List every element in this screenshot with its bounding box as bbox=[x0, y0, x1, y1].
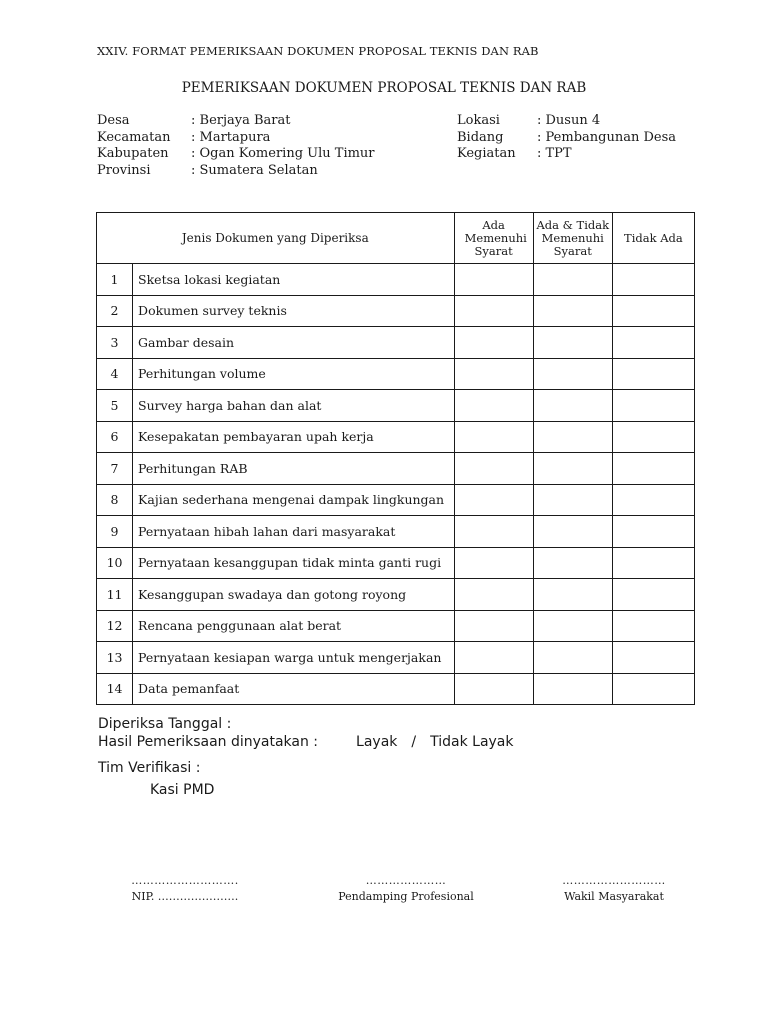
info-left-block bbox=[97, 113, 375, 179]
table-row bbox=[97, 453, 695, 485]
check-ada-tidak-memenuhi-cell[interactable] bbox=[533, 453, 612, 485]
table-body bbox=[97, 264, 695, 705]
row-document-name: Gambar desain bbox=[133, 327, 455, 359]
table-row bbox=[97, 358, 695, 390]
info-label: Provinsi bbox=[97, 162, 151, 178]
row-number: 10 bbox=[97, 547, 133, 579]
check-ada-tidak-memenuhi-cell[interactable] bbox=[533, 358, 612, 390]
row-number: 12 bbox=[97, 610, 133, 642]
row-document-name: Sketsa lokasi kegiatan bbox=[133, 264, 455, 296]
info-row-provinsi bbox=[97, 163, 375, 180]
signature-name: Pendamping Profesional bbox=[338, 890, 474, 903]
info-row-kegiatan bbox=[457, 146, 676, 163]
check-ada-memenuhi-cell[interactable] bbox=[454, 547, 533, 579]
check-ada-memenuhi-cell[interactable] bbox=[454, 264, 533, 296]
signature-block-kasi bbox=[110, 874, 260, 903]
checked-date-label: Diperiksa Tanggal : bbox=[98, 716, 232, 732]
option-tidak-layak[interactable]: Tidak Layak bbox=[430, 734, 514, 750]
check-tidak-ada-cell[interactable] bbox=[612, 327, 694, 359]
row-number: 3 bbox=[97, 327, 133, 359]
row-number: 5 bbox=[97, 390, 133, 422]
signature-dots: ……………………… bbox=[562, 874, 666, 887]
row-document-name: Pernyataan hibah lahan dari masyarakat bbox=[133, 516, 455, 548]
check-ada-memenuhi-cell[interactable] bbox=[454, 295, 533, 327]
row-document-name: Perhitungan volume bbox=[133, 358, 455, 390]
option-separator: / bbox=[411, 734, 417, 750]
header-ada-tidak-memenuhi bbox=[533, 213, 612, 264]
header-tidak-ada: Tidak Ada bbox=[612, 213, 694, 264]
check-tidak-ada-cell[interactable] bbox=[612, 358, 694, 390]
check-ada-tidak-memenuhi-cell[interactable] bbox=[533, 421, 612, 453]
row-number: 9 bbox=[97, 516, 133, 548]
row-document-name: Survey harga bahan dan alat bbox=[133, 390, 455, 422]
check-tidak-ada-cell[interactable] bbox=[612, 547, 694, 579]
check-ada-tidak-memenuhi-cell[interactable] bbox=[533, 327, 612, 359]
check-tidak-ada-cell[interactable] bbox=[612, 516, 694, 548]
check-ada-tidak-memenuhi-cell[interactable] bbox=[533, 673, 612, 705]
result-label: Hasil Pemeriksaan dinyatakan : bbox=[98, 734, 319, 750]
check-tidak-ada-cell[interactable] bbox=[612, 610, 694, 642]
row-number: 2 bbox=[97, 295, 133, 327]
table-row bbox=[97, 484, 695, 516]
table-row bbox=[97, 642, 695, 674]
info-label: Desa bbox=[97, 113, 130, 128]
row-number: 6 bbox=[97, 421, 133, 453]
signature-name: Wakil Masyarakat bbox=[564, 890, 664, 903]
check-ada-memenuhi-cell[interactable] bbox=[454, 484, 533, 516]
document-heading: XXIV. FORMAT PEMERIKSAAN DOKUMEN PROPOSAL TEKNIS DAN RAB bbox=[97, 44, 539, 58]
table-row bbox=[97, 264, 695, 296]
row-document-name: Kajian sederhana mengenai dampak lingkungan bbox=[133, 484, 455, 516]
row-document-name: Pernyataan kesiapan warga untuk mengerjakan bbox=[133, 642, 455, 674]
row-document-name: Data pemanfaat bbox=[133, 673, 455, 705]
info-row-kabupaten bbox=[97, 146, 375, 163]
check-tidak-ada-cell[interactable] bbox=[612, 579, 694, 611]
row-number: 11 bbox=[97, 579, 133, 611]
check-ada-memenuhi-cell[interactable] bbox=[454, 516, 533, 548]
check-ada-memenuhi-cell[interactable] bbox=[454, 610, 533, 642]
info-label: Kegiatan bbox=[457, 146, 516, 161]
check-ada-memenuhi-cell[interactable] bbox=[454, 642, 533, 674]
signature-name: NIP. …………………. bbox=[131, 890, 239, 903]
check-ada-memenuhi-cell[interactable] bbox=[454, 579, 533, 611]
row-document-name: Dokumen survey teknis bbox=[133, 295, 455, 327]
table-row bbox=[97, 673, 695, 705]
check-ada-tidak-memenuhi-cell[interactable] bbox=[533, 264, 612, 296]
table-row bbox=[97, 516, 695, 548]
info-value: : Dusun 4 bbox=[537, 113, 601, 128]
option-layak[interactable]: Layak bbox=[356, 734, 398, 750]
row-document-name: Kesanggupan swadaya dan gotong royong bbox=[133, 579, 455, 611]
table-row bbox=[97, 390, 695, 422]
check-ada-tidak-memenuhi-cell[interactable] bbox=[533, 610, 612, 642]
check-tidak-ada-cell[interactable] bbox=[612, 390, 694, 422]
table-row bbox=[97, 327, 695, 359]
info-value: : Berjaya Barat bbox=[191, 113, 291, 128]
signature-dots: ………………………. bbox=[131, 874, 239, 887]
info-label: Kecamatan bbox=[97, 129, 171, 145]
check-ada-memenuhi-cell[interactable] bbox=[454, 421, 533, 453]
header-document-type: Jenis Dokumen yang Diperiksa bbox=[97, 213, 455, 264]
check-ada-tidak-memenuhi-cell[interactable] bbox=[533, 642, 612, 674]
check-tidak-ada-cell[interactable] bbox=[612, 484, 694, 516]
kasi-label: Kasi PMD bbox=[150, 782, 215, 798]
check-tidak-ada-cell[interactable] bbox=[612, 642, 694, 674]
check-ada-tidak-memenuhi-cell[interactable] bbox=[533, 579, 612, 611]
table-row bbox=[97, 421, 695, 453]
row-number: 1 bbox=[97, 264, 133, 296]
info-value: : Pembangunan Desa bbox=[537, 129, 677, 145]
info-row-desa bbox=[97, 113, 375, 130]
check-ada-memenuhi-cell[interactable] bbox=[454, 673, 533, 705]
table-row bbox=[97, 547, 695, 579]
info-label: Kabupaten bbox=[97, 146, 169, 161]
signature-dots: ………………… bbox=[365, 874, 447, 887]
signature-block-pendamping bbox=[326, 874, 486, 903]
check-ada-tidak-memenuhi-cell[interactable] bbox=[533, 484, 612, 516]
table-header-row bbox=[97, 213, 695, 264]
page-title: PEMERIKSAAN DOKUMEN PROPOSAL TEKNIS DAN RAB bbox=[181, 80, 587, 96]
row-number: 7 bbox=[97, 453, 133, 485]
header-ada-tidak-memenuhi-label: Ada & Tidak Memenuhi Syarat bbox=[536, 217, 610, 258]
check-tidak-ada-cell[interactable] bbox=[612, 264, 694, 296]
check-ada-memenuhi-cell[interactable] bbox=[454, 358, 533, 390]
header-ada-memenuhi bbox=[454, 213, 533, 264]
info-value: : TPT bbox=[537, 146, 572, 161]
table-row bbox=[97, 295, 695, 327]
row-number: 14 bbox=[97, 673, 133, 705]
result-line bbox=[98, 734, 514, 750]
table-row bbox=[97, 610, 695, 642]
info-value: : Ogan Komering Ulu Timur bbox=[191, 146, 375, 161]
table-row bbox=[97, 579, 695, 611]
row-number: 8 bbox=[97, 484, 133, 516]
row-number: 13 bbox=[97, 642, 133, 674]
check-ada-tidak-memenuhi-cell[interactable] bbox=[533, 547, 612, 579]
row-number: 4 bbox=[97, 358, 133, 390]
check-ada-tidak-memenuhi-cell[interactable] bbox=[533, 390, 612, 422]
check-ada-memenuhi-cell[interactable] bbox=[454, 390, 533, 422]
row-document-name: Rencana penggunaan alat berat bbox=[133, 610, 455, 642]
check-tidak-ada-cell[interactable] bbox=[612, 421, 694, 453]
check-tidak-ada-cell[interactable] bbox=[612, 453, 694, 485]
info-label: Lokasi bbox=[457, 113, 500, 128]
check-ada-memenuhi-cell[interactable] bbox=[454, 327, 533, 359]
info-right-block bbox=[457, 113, 676, 163]
info-row-lokasi bbox=[457, 113, 676, 130]
signature-block-wakil bbox=[534, 874, 694, 903]
info-row-kecamatan bbox=[97, 130, 375, 147]
row-document-name: Kesepakatan pembayaran upah kerja bbox=[133, 421, 455, 453]
info-label: Bidang bbox=[457, 129, 504, 145]
info-value: : Sumatera Selatan bbox=[191, 162, 318, 178]
row-document-name: Pernyataan kesanggupan tidak minta ganti rugi bbox=[133, 547, 455, 579]
table-header bbox=[97, 213, 695, 264]
check-ada-tidak-memenuhi-cell[interactable] bbox=[533, 295, 612, 327]
info-value: : Martapura bbox=[191, 129, 271, 145]
check-tidak-ada-cell[interactable] bbox=[612, 295, 694, 327]
check-ada-memenuhi-cell[interactable] bbox=[454, 453, 533, 485]
row-document-name: Perhitungan RAB bbox=[133, 453, 455, 485]
info-row-bidang bbox=[457, 130, 676, 147]
result-options bbox=[356, 734, 513, 750]
check-ada-tidak-memenuhi-cell[interactable] bbox=[533, 516, 612, 548]
document-check-table bbox=[96, 212, 695, 705]
check-tidak-ada-cell[interactable] bbox=[612, 673, 694, 705]
header-ada-memenuhi-label: Ada Memenuhi Syarat bbox=[464, 217, 527, 258]
team-label: Tim Verifikasi : bbox=[98, 760, 201, 776]
